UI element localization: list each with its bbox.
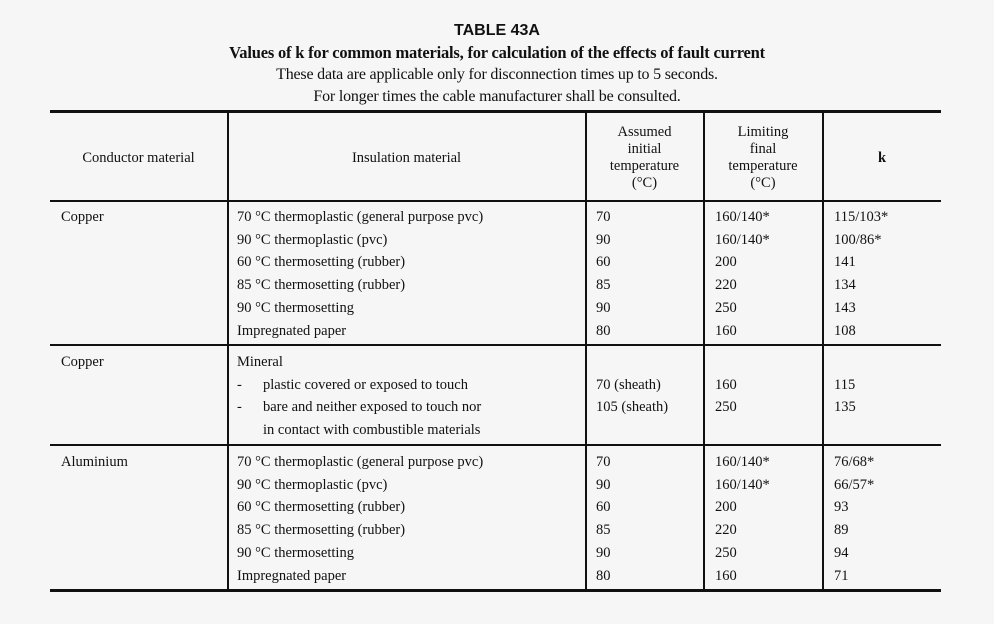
header-label: Insulation material <box>351 149 462 166</box>
insulation-material-cell <box>237 519 405 542</box>
header-line: initial <box>627 141 662 157</box>
final-temperature-cell: 250 <box>715 299 737 316</box>
insulation-material-cell <box>237 274 405 297</box>
insulation-material-text: 90 °C thermosetting <box>237 544 354 561</box>
final-temperature-cell: 250 <box>715 544 737 561</box>
k-value-cell: 115 <box>834 376 856 393</box>
insulation-material-cell <box>237 451 483 474</box>
k-value-cell: 135 <box>834 399 856 416</box>
k-value-cell: 94 <box>834 544 849 561</box>
initial-temperature-cell: 90 <box>596 476 611 493</box>
insulation-material-cell <box>237 374 468 397</box>
k-value-cell: 115/103* <box>834 209 889 225</box>
insulation-material-text: 85 °C thermosetting (rubber) <box>237 277 406 294</box>
initial-temperature-cell: 60 <box>596 499 611 516</box>
insulation-material-cell <box>237 542 354 565</box>
insulation-material-text: Impregnated paper <box>237 567 347 584</box>
insulation-material-text: plastic covered or exposed to touch <box>263 376 468 393</box>
group-divider <box>50 444 941 446</box>
header-line: Assumed <box>617 124 672 140</box>
header-line: final <box>749 141 777 157</box>
initial-temperature-cell: 70 (sheath) <box>596 376 661 393</box>
insulation-material-text: Mineral <box>237 354 283 370</box>
initial-temperature-cell: 70 <box>596 454 611 470</box>
final-temperature-cell: 160/140* <box>715 454 770 470</box>
table-subtitle: Values of k for common materials, for calculation of the effects of fault current <box>229 43 765 62</box>
k-value-cell: 100/86* <box>834 231 882 248</box>
header-k <box>823 115 941 201</box>
bullet-dash: - <box>237 399 242 416</box>
header-conductor-material <box>50 115 227 201</box>
insulation-material-text: 60 °C thermosetting (rubber) <box>237 254 406 271</box>
initial-temperature-cell: 90 <box>596 231 611 248</box>
conductor-material-cell: Copper <box>61 354 104 370</box>
initial-temperature-cell: 85 <box>596 522 611 539</box>
insulation-material-cell <box>237 251 405 274</box>
k-value-cell: 108 <box>834 322 856 339</box>
k-value-cell: 93 <box>834 499 849 516</box>
header-initial-temperature <box>586 115 703 201</box>
header-label <box>728 124 797 192</box>
insulation-material-text: 90 °C thermosetting <box>237 299 354 316</box>
header-line: (°C) <box>750 175 776 191</box>
header-final-temperature <box>704 115 822 201</box>
table-note-line-1: These data are applicable only for disconnection times up to 5 seconds. <box>276 66 718 83</box>
insulation-material-cell <box>237 474 387 497</box>
k-value-cell: 141 <box>834 254 856 271</box>
initial-temperature-cell: 105 (sheath) <box>596 399 669 416</box>
final-temperature-cell: 160/140* <box>715 476 770 493</box>
header-label <box>610 124 679 192</box>
initial-temperature-cell: 90 <box>596 299 611 316</box>
insulation-material-cell <box>237 206 483 229</box>
insulation-material-text: 70 °C thermoplastic (general purpose pvc) <box>237 454 484 470</box>
conductor-material-cell: Copper <box>61 209 104 225</box>
final-temperature-cell: 160 <box>715 376 737 393</box>
insulation-material-cell <box>237 297 354 320</box>
k-value-cell: 143 <box>834 299 856 316</box>
header-line: temperature <box>728 158 798 174</box>
insulation-material-cell <box>237 229 387 252</box>
k-value-cell: 76/68* <box>834 454 875 470</box>
insulation-material-cell <box>237 496 405 519</box>
header-line: temperature <box>609 158 680 174</box>
final-temperature-cell: 220 <box>715 277 737 294</box>
conductor-material-cell: Aluminium <box>61 454 128 470</box>
final-temperature-cell: 200 <box>715 499 737 516</box>
k-value-cell: 89 <box>834 522 849 539</box>
initial-temperature-cell: 70 <box>596 209 611 225</box>
insulation-material-cell <box>237 396 481 419</box>
insulation-material-text: 60 °C thermosetting (rubber) <box>237 499 406 516</box>
k-value-cell: 66/57* <box>834 476 875 493</box>
table-title: TABLE 43A <box>454 22 540 39</box>
final-temperature-cell: 160 <box>715 567 737 584</box>
insulation-material-text: 70 °C thermoplastic (general purpose pvc) <box>237 209 484 225</box>
header-line: Limiting <box>737 124 789 140</box>
header-label: Conductor material <box>82 149 195 166</box>
table-note-line-2: For longer times the cable manufacturer shall be consulted. <box>313 88 681 105</box>
header-insulation-material <box>228 115 585 201</box>
final-temperature-cell: 160/140* <box>715 209 770 225</box>
insulation-material-cell <box>237 351 283 374</box>
final-temperature-cell: 250 <box>715 399 737 416</box>
insulation-material-text: 90 °C thermoplastic (pvc) <box>237 476 388 493</box>
final-temperature-cell: 160 <box>715 322 737 339</box>
final-temperature-cell: 160/140* <box>715 231 770 248</box>
insulation-material-text: in contact with combustible materials <box>263 422 481 439</box>
insulation-material-cell <box>237 419 480 442</box>
group-divider <box>50 344 941 346</box>
insulation-material-text: Impregnated paper <box>237 322 347 339</box>
header-label: k <box>877 149 887 166</box>
insulation-material-cell <box>237 565 346 588</box>
initial-temperature-cell: 90 <box>596 544 611 561</box>
table-top-rule <box>50 110 941 113</box>
initial-temperature-cell: 80 <box>596 567 611 584</box>
k-value-cell: 134 <box>834 277 856 294</box>
insulation-material-text: 85 °C thermosetting (rubber) <box>237 522 406 539</box>
bullet-dash: - <box>237 376 242 393</box>
insulation-material-text: bare and neither exposed to touch nor <box>263 399 482 416</box>
final-temperature-cell: 200 <box>715 254 737 271</box>
header-line: (°C) <box>631 175 658 191</box>
initial-temperature-cell: 85 <box>596 277 611 294</box>
final-temperature-cell: 220 <box>715 522 737 539</box>
insulation-material-cell <box>237 320 346 343</box>
k-value-cell: 71 <box>834 567 849 584</box>
insulation-material-text: 90 °C thermoplastic (pvc) <box>237 231 388 248</box>
initial-temperature-cell: 60 <box>596 254 611 271</box>
initial-temperature-cell: 80 <box>596 322 611 339</box>
table-bottom-rule <box>50 589 941 592</box>
